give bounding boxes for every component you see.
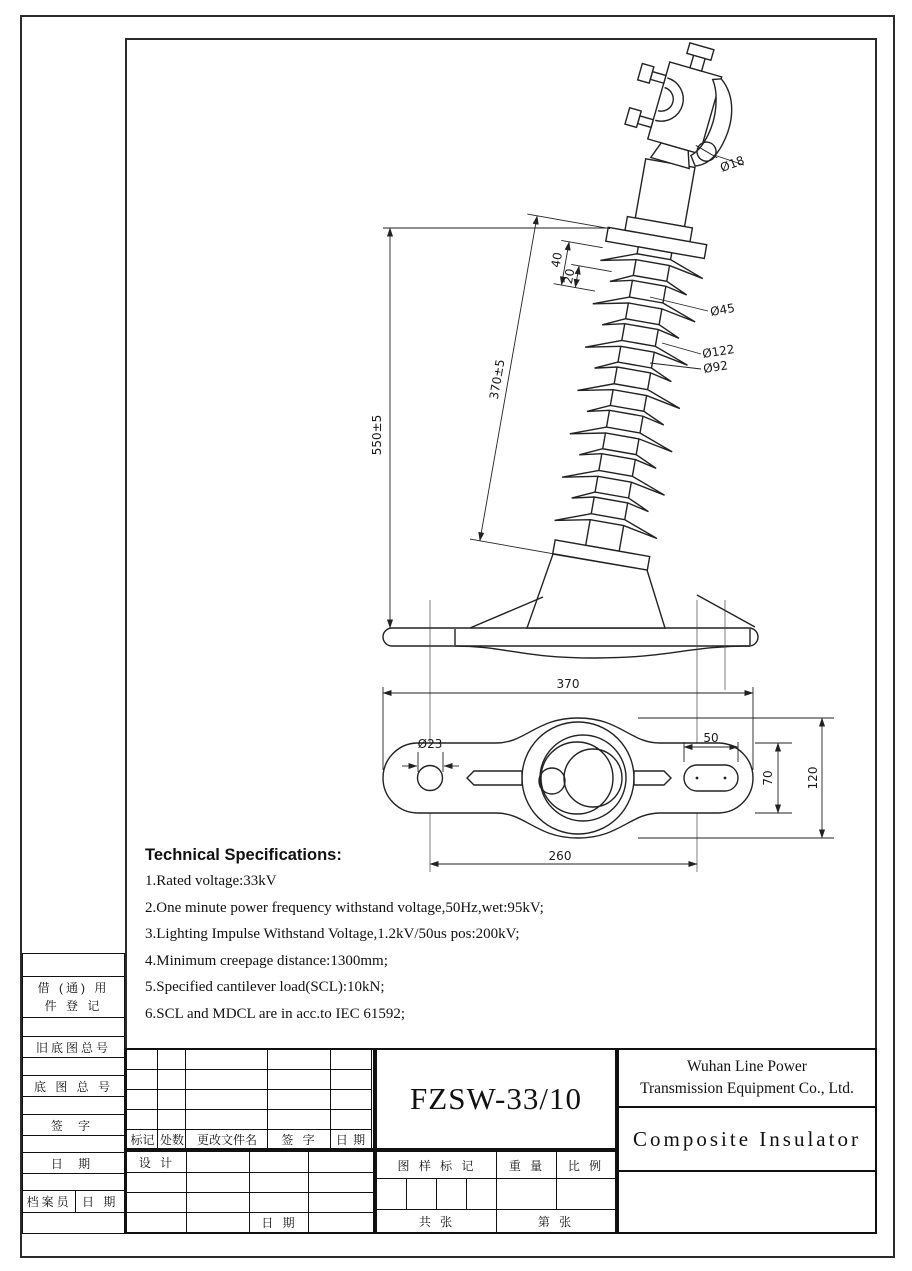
rev-date-label: 日 期	[330, 1129, 371, 1148]
dim-total-height: 550±5	[370, 414, 384, 456]
date-label-bottom: 日 期	[249, 1212, 309, 1232]
weight-label: 重 量	[496, 1151, 557, 1179]
total-sheets-label: 共 张	[376, 1209, 497, 1232]
rev-file-label: 更改文件名	[185, 1129, 268, 1148]
old-base-no-label: 旧底图总号	[22, 1036, 125, 1059]
dim-core-diameter: Ø45	[709, 300, 736, 319]
stamp-block	[375, 1150, 617, 1234]
product-name-cell: Composite Insulator	[617, 1106, 877, 1172]
dim-plate-length: 370	[556, 677, 580, 691]
scale-label: 比 例	[556, 1151, 615, 1179]
date-label: 日 期	[22, 1152, 125, 1175]
dim-shed-pitch-big: 40	[548, 251, 566, 269]
base-plan-view	[383, 718, 753, 838]
rev-sign-label: 签 字	[267, 1129, 331, 1148]
signature-label: 签 字	[22, 1114, 125, 1137]
dim-housing-length: 370±5	[486, 358, 508, 401]
dim-clamp-hole: Ø18	[718, 153, 747, 175]
specs-title: Technical Specifications:	[145, 846, 342, 864]
drawing-stamp-label: 图 样 标 记	[376, 1151, 497, 1179]
design-label: 设 计	[126, 1151, 187, 1173]
base-side-view	[383, 554, 758, 658]
model-number-cell: FZSW-33/10	[375, 1048, 617, 1150]
archivist-row: 档案员 日 期	[22, 1190, 125, 1213]
sheet-no-label: 第 张	[496, 1209, 615, 1232]
company-cell: Wuhan Line Power Transmission Equipment Co., Ltd.	[617, 1048, 877, 1108]
spec-line: 2.One minute power frequency withstand voltage,50Hz,wet:95kV;	[145, 899, 544, 916]
spec-line: 6.SCL and MDCL are in acc.to IEC 61592;	[145, 1005, 406, 1022]
dim-hole-diameter: Ø23	[417, 737, 443, 751]
revision-table	[125, 1048, 375, 1150]
rev-mark-label: 标记	[126, 1129, 158, 1148]
dim-slot-length: 50	[703, 731, 719, 745]
dim-tab-height: 70	[761, 770, 775, 786]
rev-count-label: 处数	[157, 1129, 186, 1148]
signature-grid	[125, 1150, 375, 1234]
dim-plate-height: 120	[806, 766, 820, 790]
spec-line: 4.Minimum creepage distance:1300mm;	[145, 952, 388, 969]
dim-small-shed-diameter: Ø92	[702, 358, 729, 376]
spec-line: 3.Lighting Impulse Withstand Voltage,1.2kV/50us pos:200kV;	[145, 926, 520, 942]
spec-line: 1.Rated voltage:33kV	[145, 873, 277, 889]
empty-notes-cell	[617, 1170, 877, 1234]
clamp-bolt-upper	[638, 64, 668, 88]
top-fitting	[635, 159, 695, 227]
mounting-slot	[684, 765, 738, 791]
clamp-bolt-lower	[625, 108, 655, 132]
dim-big-shed-diameter: Ø122	[701, 342, 736, 361]
technical-specs	[145, 846, 625, 1032]
spec-line: 5.Specified cantilever load(SCL):10kN;	[145, 979, 385, 995]
line-clamp	[618, 32, 749, 176]
borrow-register-label: 借 (通) 用 件 登 记	[22, 976, 125, 1018]
dim-shed-pitch-small: 20	[560, 267, 578, 286]
base-no-label: 底 图 总 号	[22, 1075, 125, 1098]
insulator-side-view	[462, 139, 721, 571]
dim-hole-spacing: 260	[548, 849, 572, 863]
registration-column	[22, 955, 125, 1234]
